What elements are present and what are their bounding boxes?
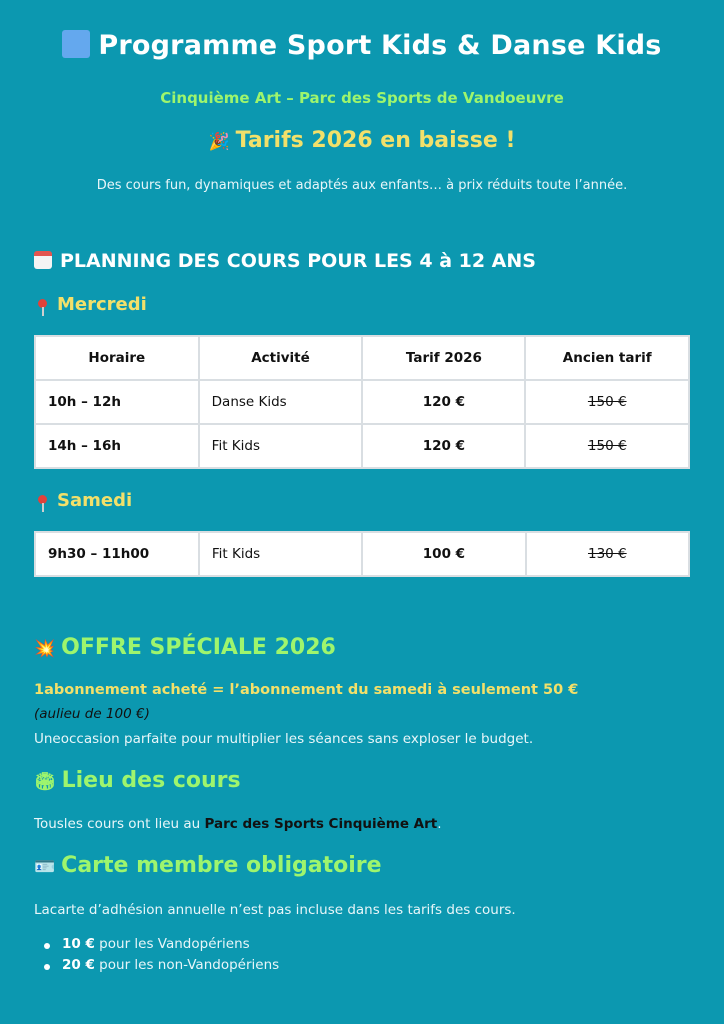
- subtitle: Cinquième Art – Parc des Sports de Vandoeuvre: [160, 89, 564, 107]
- pin-icon: [38, 495, 47, 504]
- cell-activite: Fit Kids: [199, 424, 363, 468]
- cell-tarif: 120 €: [362, 424, 525, 468]
- table-row: [35, 424, 689, 468]
- table-row: [35, 532, 689, 576]
- calendar-icon: [34, 251, 52, 269]
- lieu-text: Tousles cours ont lieu au Parc des Sports Cinquième Art.: [34, 816, 442, 832]
- cell-ancien-tarif: 130 €: [526, 532, 689, 576]
- offer-sub: (aulieu de 100 €): [34, 706, 150, 722]
- day-heading-mercredi: Mercredi: [34, 294, 147, 315]
- offer-heading: 💥 OFFRE SPÉCIALE 2026: [34, 635, 336, 660]
- offer-line: 1abonnement acheté = l’abonnement du samedi à seulement 50 €: [34, 682, 579, 698]
- page-title: Programme Sport Kids & Danse Kids: [0, 30, 724, 61]
- column-header: Activité: [199, 336, 363, 380]
- carte-heading: 🪪 Carte membre obligatoire: [34, 853, 382, 878]
- blue-square-icon: [62, 30, 90, 58]
- cell-ancien-tarif: 150 €: [525, 424, 689, 468]
- cell-activite: Danse Kids: [199, 380, 363, 424]
- cell-activite: Fit Kids: [199, 532, 362, 576]
- cell-tarif: 120 €: [362, 380, 525, 424]
- column-header: Tarif 2026: [362, 336, 525, 380]
- lieu-heading: 🏟 Lieu des cours: [34, 768, 241, 793]
- list-item: 10 € pour les Vandopériens: [62, 936, 279, 952]
- pin-icon: [38, 299, 47, 308]
- tarifs-banner: 🎉 Tarifs 2026 en baisse !: [208, 128, 516, 153]
- table-row: [35, 380, 689, 424]
- list-item: 20 € pour les non-Vandopériens: [62, 957, 280, 973]
- price-list: [34, 936, 279, 978]
- day-heading-samedi: Samedi: [34, 490, 132, 511]
- schedule-table-samedi: [34, 531, 690, 577]
- column-header: Ancien tarif: [525, 336, 689, 380]
- party-popper-icon: 🎉: [208, 132, 230, 152]
- offer-text: Uneoccasion parfaite pour multiplier les séances sans exploser le budget.: [34, 731, 534, 747]
- schedule-table-mercredi: [34, 335, 690, 469]
- planning-heading: PLANNING DES COURS POUR LES 4 à 12 ANS: [34, 250, 536, 272]
- table-header-row: [35, 336, 689, 380]
- carte-text: Lacarte d’adhésion annuelle n’est pas incluse dans les tarifs des cours.: [34, 902, 516, 918]
- lieu-place: Parc des Sports Cinquième Art: [204, 816, 438, 832]
- cell-horaire: 9h30 – 11h00: [35, 532, 199, 576]
- collision-icon: 💥: [34, 639, 56, 659]
- cell-horaire: 10h – 12h: [35, 380, 199, 424]
- id-card-icon: 🪪: [34, 857, 56, 877]
- cell-ancien-tarif: 150 €: [525, 380, 689, 424]
- cell-horaire: 14h – 16h: [35, 424, 199, 468]
- tagline: Des cours fun, dynamiques et adaptés aux enfants… à prix réduits toute l’année.: [96, 178, 628, 193]
- column-header: Horaire: [35, 336, 199, 380]
- cell-tarif: 100 €: [362, 532, 525, 576]
- stadium-icon: 🏟: [34, 772, 56, 792]
